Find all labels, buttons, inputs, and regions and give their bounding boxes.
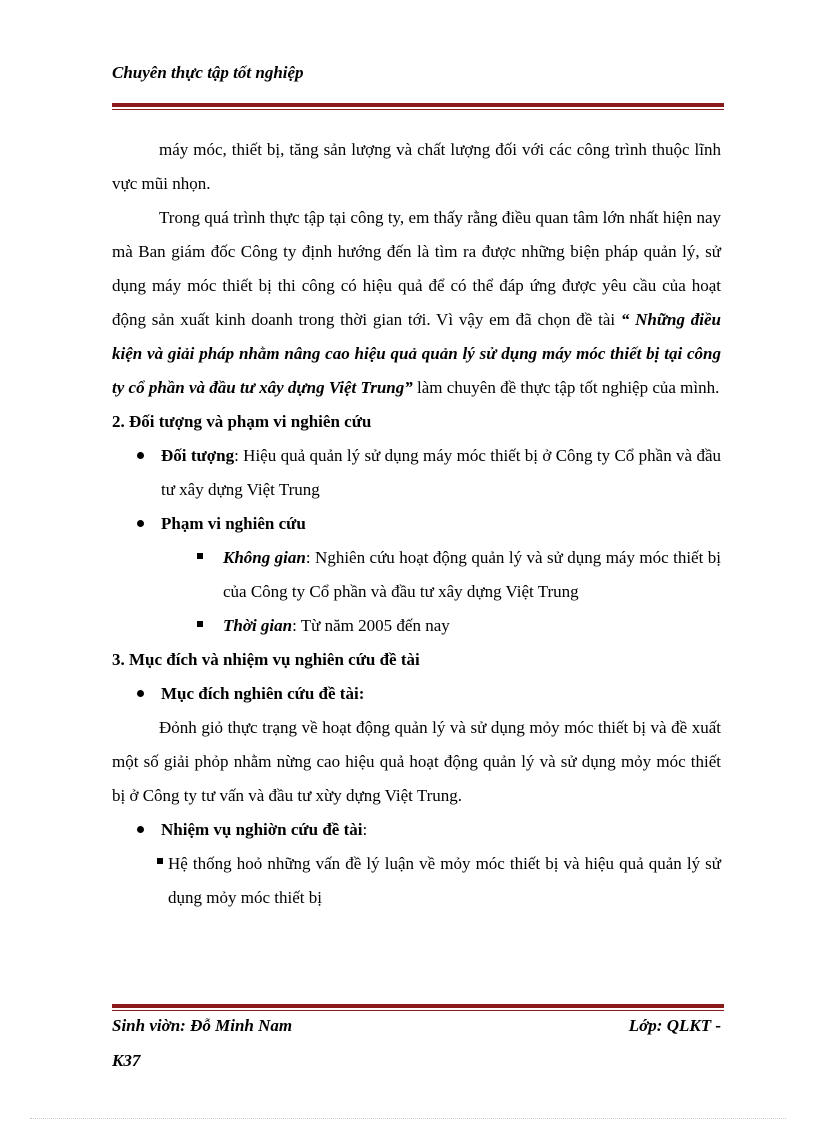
bullet-icon [137,826,144,833]
document-body [112,133,721,915]
list-item-label: Nhiệm vụ nghiờn cứu đề tài [161,820,363,839]
list-item-label: Phạm vi nghiên cứu [161,514,306,533]
sublist-item-label: Thời gian [223,616,293,635]
thesis-topic: “ Những điều kiện và giải pháp nhằm nâng cao hiệu quả quản lý sử dụng máy móc thiết bị tại công ty cổ phần và đầu tư xây dựng Việt Trung” [112,310,721,397]
list-item-colon: : [362,820,368,839]
paragraph-2-start: Trong quá trình thực tập tại công ty, em thấy rằng điều quan tâm lớn nhất hiện nay mà Ban giám đốc Công ty định hướng đến là tìm ra được những biện pháp quản lý, sử dụng máy móc thiết bị thi công có hiệu quả để có thể đáp ứng được yêu cầu của hoạt động sản xuất kinh doanh trong thời gian tới. Vì vậy em đã chọn đề tài [112,208,721,329]
square-bullet-icon [157,858,163,864]
square-bullet-icon [197,553,203,559]
page-edge-dotted-line [30,1118,786,1119]
paragraph-purpose: Đỏnh giỏ thực trạng về hoạt động quản lý và sử dụng mỏy móc thiết bị và đề xuất một số giải phỏp nhằm nừng cao hiệu quả hoạt động quản lý và sử dụng mỏy móc thiết bị ở Công ty tư vấn và đầu tư xừy dựng Việt Trung. [112,718,721,805]
list-item-label: Mục đích nghiên cứu đề tài: [161,684,365,703]
sublist-item-label: Không gian [223,548,306,567]
bullet-icon [137,452,144,459]
list-item-label: Đối tượng [161,446,235,465]
paragraph-2-end: làm chuyên đề thực tập tốt nghiệp của mình. [412,378,720,397]
list-item-object [112,439,721,507]
section-heading-3: 3. Mục đích và nhiệm vụ nghiên cứu đề tài [112,650,420,669]
task-item-1 [112,847,721,915]
bullet-icon [137,520,144,527]
footer-divider [112,1004,724,1012]
bullet-icon [137,690,144,697]
list-item-scope [112,507,721,541]
page-header-title: Chuyên thực tập tốt nghiệp [112,63,304,82]
header-divider [112,103,724,111]
sublist-item-text: : Nghiên cứu hoạt động quản lý và sử dụng máy móc thiết bị của Công ty Cổ phần và đầu tư xây dựng Việt Trung [223,548,721,601]
sublist-item-space [112,541,721,609]
paragraph-1: máy móc, thiết bị, tăng sản lượng và chất lượng đối với các công trình thuộc lĩnh vực mũi nhọn. [112,140,721,193]
square-bullet-icon [197,621,203,627]
list-item-text: : Hiệu quả quản lý sử dụng máy móc thiết bị ở Công ty Cổ phần và đầu tư xây dựng Việt Trung [161,446,721,499]
paragraph-2 [112,201,721,405]
sublist-item-text: : Từ năm 2005 đến nay [292,616,450,635]
footer-student-name: Sinh viờn: Đỗ Minh Nam [112,1016,293,1035]
footer-class-cont: K37 [112,1051,141,1070]
list-item-tasks [112,813,721,847]
footer-class: Lớp: QLKT - [628,1016,721,1035]
list-item-purpose [112,677,721,711]
section-heading-2: 2. Đối tượng và phạm vi nghiên cứu [112,412,372,431]
sublist-item-time [112,609,721,643]
task-item-text: Hệ thống hoỏ những vấn đề lý luận về mỏy móc thiết bị và hiệu quả quản lý sử dụng mỏy móc thiết bị [168,854,721,907]
